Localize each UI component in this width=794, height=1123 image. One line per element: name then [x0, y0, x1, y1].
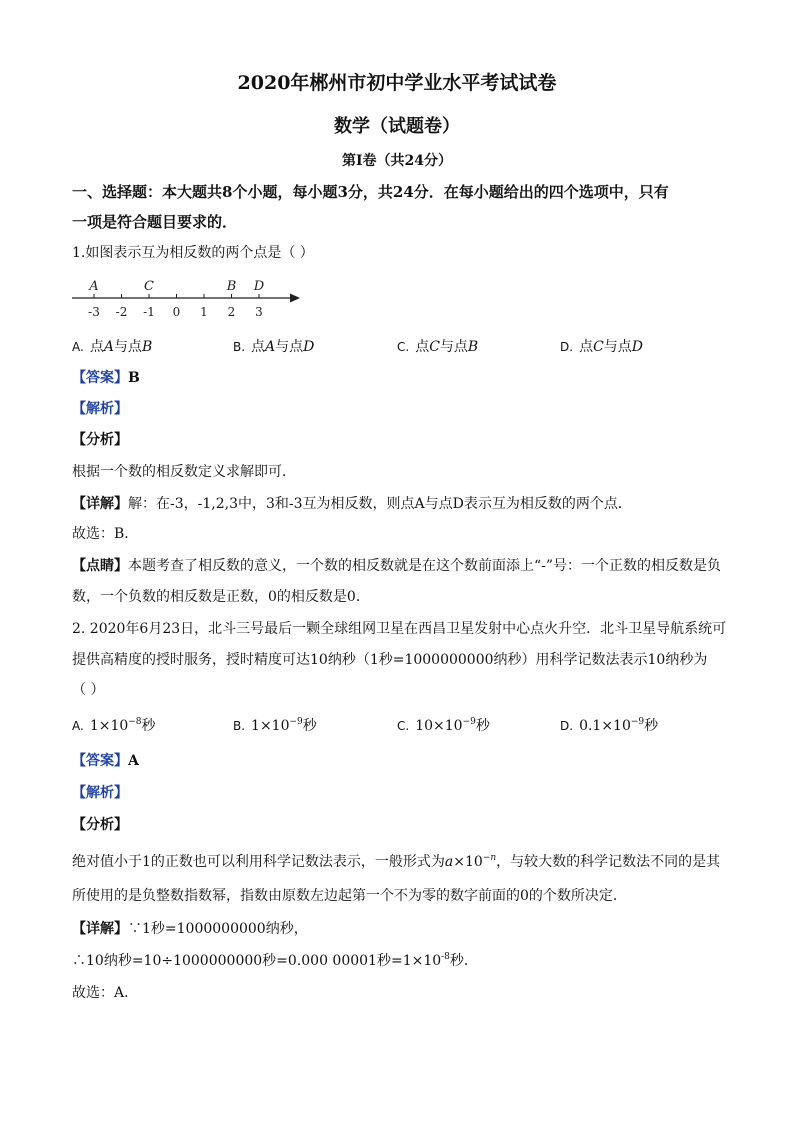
- number-line-point-labels: [88, 279, 264, 294]
- q1-option-c: C. 点C与点B: [397, 339, 479, 355]
- q1-option-a: A. 点A与点B: [72, 339, 153, 355]
- arrow-right-icon: [290, 294, 300, 303]
- q1-comment-line2: 数，一个负数的相反数是正数，0的相反数是0．: [72, 589, 370, 605]
- q1-answer: 【答案】B: [72, 370, 140, 386]
- page-subtitle: 数学（试题卷）: [334, 116, 460, 137]
- section-heading-line2: 一项是符合题目要求的．: [72, 213, 238, 231]
- number-line-tick-label: 0: [172, 305, 181, 319]
- q2-choose: 故选：A．: [72, 985, 139, 1001]
- number-line-tick-label: 1: [200, 305, 208, 319]
- q2-detail: 【详解】∵1秒=1000000000纳秒，: [72, 921, 308, 937]
- q2-option-c: C. $10\times 10^{-9}$秒: [397, 717, 490, 734]
- q1-option-b: B. 点A与点D: [233, 339, 315, 355]
- q2-option-a: A. $1\times 10^{-8}$秒: [72, 717, 156, 734]
- q2-option-d: D. $0.1\times 10^{-9}$秒: [560, 717, 659, 734]
- section-heading-line1: 一、选择题：本大题共8个小题，每小题3分，共24分．在每小题给出的四个选项中，只有: [72, 183, 669, 201]
- part-heading: 第I卷（共24分）: [341, 153, 453, 169]
- number-line-point-label: C: [144, 279, 154, 294]
- q2-stem-line1: 2. 2020年6月23日，北斗三号最后一颗全球组网卫星在西昌卫星发射中心点火升空．北斗卫星导航系统可: [72, 621, 727, 637]
- q2-fenxi-line2: 所使用的是负整数指数幂，指数由原数左边起第一个不为零的数字前面的0的个数所决定．: [72, 888, 627, 904]
- number-line-tick-label: -2: [115, 305, 128, 319]
- number-line-point-label: A: [89, 279, 99, 294]
- q1-fenxi-tag: 【分析】: [72, 432, 128, 448]
- q2-analysis-tag: 【解析】: [72, 785, 128, 801]
- number-line-tick-label: 3: [255, 305, 263, 319]
- number-line-ticks: [94, 294, 259, 298]
- q1-detail: 【详解】解：在-3，-1,2,3中，3和-3互为相反数，则点A与点D表示互为相反数的两个点．: [72, 496, 632, 512]
- number-line-tick-label: 2: [227, 305, 236, 319]
- q2-fenxi-tag: 【分析】: [72, 817, 128, 833]
- q2-detail-line2: ∴10纳秒=10÷1000000000秒=0.000 00001秒$=1\times 10^{-8}$秒．: [72, 952, 478, 969]
- q1-option-d: D. 点C与点D: [560, 339, 644, 355]
- q2-fenxi-line1: 绝对值小于1的正数也可以利用科学记数法表示，一般形式为$a\times 10^{-n}$，与较大数的科学记数法不同的是其: [72, 853, 721, 870]
- q1-fenxi: 根据一个数的相反数定义求解即可．: [72, 464, 296, 480]
- q1-analysis-tag: 【解析】: [72, 401, 128, 417]
- q1-stem: 1.如图表示互为相反数的两个点是（ ）: [72, 245, 314, 261]
- number-line-tick-labels: [88, 305, 263, 319]
- q1-choose: 故选：B．: [72, 526, 139, 542]
- number-line-tick-label: -1: [143, 305, 155, 319]
- q2-stem-line2: 提供高精度的授时服务，授时精度可达10纳秒（1秒=1000000000纳秒）用科学记数法表示10纳秒为: [72, 652, 708, 668]
- page-title: 2020年郴州市初中学业水平考试试卷: [237, 72, 557, 94]
- q2-option-b: B. $1\times 10^{-9}$秒: [233, 717, 317, 734]
- q2-answer: 【答案】A: [72, 753, 139, 769]
- number-line-point-label: B: [226, 279, 237, 294]
- number-line-tick-label: -3: [88, 305, 100, 319]
- number-line-point-label: D: [253, 279, 265, 294]
- number-line-figure: [70, 278, 310, 322]
- q2-stem-line3: （ ）: [72, 682, 105, 698]
- q1-comment-line1: 【点睛】本题考查了相反数的意义，一个数的相反数就是在这个数前面添上“-”号：一个正数的相反数是负: [72, 558, 722, 574]
